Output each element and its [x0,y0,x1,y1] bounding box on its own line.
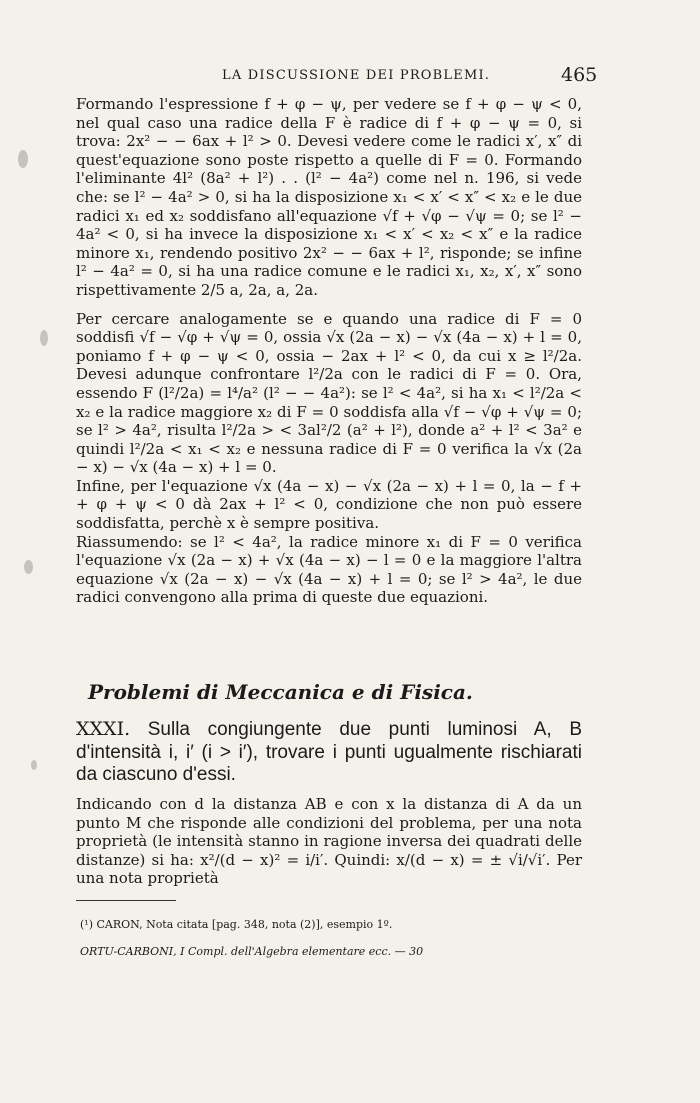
margin-stain [24,560,33,574]
paragraph-1: Formando l'espressione f + φ − ψ, per vedere se f + φ − ψ < 0, nel qual caso una radice della F è radice di f + φ − ψ = 0, si trova: 2x² − − 6ax + l² > 0. Devesi vedere come le radici x′, x″ di quest'equazione sono poste rispetto a quelle di F = 0. Formando l'eliminante 4l² (8a² + l²) . . (l² − 4a²) come nel n. 196, si vede che: se l² − 4a² > 0, si ha la disposizione x₁ < x′ < x″ < x₂ e le due radici x₁ ed x₂ soddisfano all'equazione √f + √φ − √ψ = 0; se l² − 4a² < 0, si ha invece la disposizione x₁ < x′ < x₂ < x″ e la radice minore x₁, rendendo positivo 2x² − − 6ax + l², risponde; se infine l² − 4a² = 0, si ha una radice comune e le radici x₁, x₂, x′, x″ sono rispettivamente 2/5 a, 2a, a, 2a. [76,95,582,299]
paragraph-2: Per cercare analogamente se e quando una radice di F = 0 soddisfi √f − √φ + √ψ = 0, ossia √x (2a − x) − √x (4a − x) + l = 0, poniamo f + φ − ψ < 0, ossia − 2ax + l² < 0, da cui x ≥ l²/2a. Devesi adunque confrontare l²/2a con le radici di F = 0. Ora, essendo F (l²/2a) = l⁴/a² (l² − − 4a²): se l² < 4a², si ha x₁ < l²/2a < x₂ e la radice maggiore x₂ di F = 0 soddisfa alla √f − √φ + √ψ = 0; se l² > 4a², risulta l²/2a > < 3al²/2 (a² + l²), donde a² + l² < 3a² e quindi l²/2a < x₁ < x₂ e nessuna radice di F = 0 verifica la √x (2a − x) − √x (4a − x) + l = 0. [76,309,582,477]
margin-stain [40,330,48,346]
problem-text: Sulla congiungente due punti luminosi A, B d'intensità i, i′ (i > i′), trovare i punti ugualmente rischiarati da ciascuno d'essi. [76,719,582,785]
paragraph-4: Riassumendo: se l² < 4a², la radice minore x₁ di F = 0 verifica l'equazione √x (2a − x) + √x (4a − x) − l = 0 e la maggiore l'altra equazione √x (2a − x) − √x (4a − x) + l = 0; se l² > 4a², le due radici convengono alla prima di queste due equazioni. [76,532,582,607]
margin-stain [18,150,28,168]
margin-stain [31,760,37,770]
problem-number: XXXI. [76,718,131,740]
section-title: Problemi di Meccanica e di Fisica. [88,680,473,704]
paragraph-5: Indicando con d la distanza AB e con x la distanza di A da un punto M che risponde alle condizioni del problema, per una nota proprietà (le intensità stanno in ragione inversa dei quadrati delle distanze) si ha: x²/(d − x)² = i/i′. Quindi: x/(d − x) = ± √i/√i′. Per una nota proprietà [76,795,582,888]
paragraph-3: Infine, per l'equazione √x (4a − x) − √x (2a − x) + l = 0, la − f + + φ + ψ < 0 dà 2ax + l² < 0, condizione che non può essere soddisfatta, perchè x è sempre positiva. [76,476,582,533]
signature-line: ORTU-CARBONI, I Compl. dell'Algebra elementare ecc. — 30 [80,945,424,958]
running-header [0,64,700,88]
running-title: LA DISCUSSIONE DEI PROBLEMI. [222,68,491,83]
lower-text [76,795,582,888]
problem-statement [76,718,582,787]
footnote-divider [76,900,176,901]
footnote: (¹) CARON, Nota citata [pag. 348, nota (2)], esempio 1º. [80,918,393,931]
main-text [76,95,582,607]
page-number: 465 [561,64,598,86]
